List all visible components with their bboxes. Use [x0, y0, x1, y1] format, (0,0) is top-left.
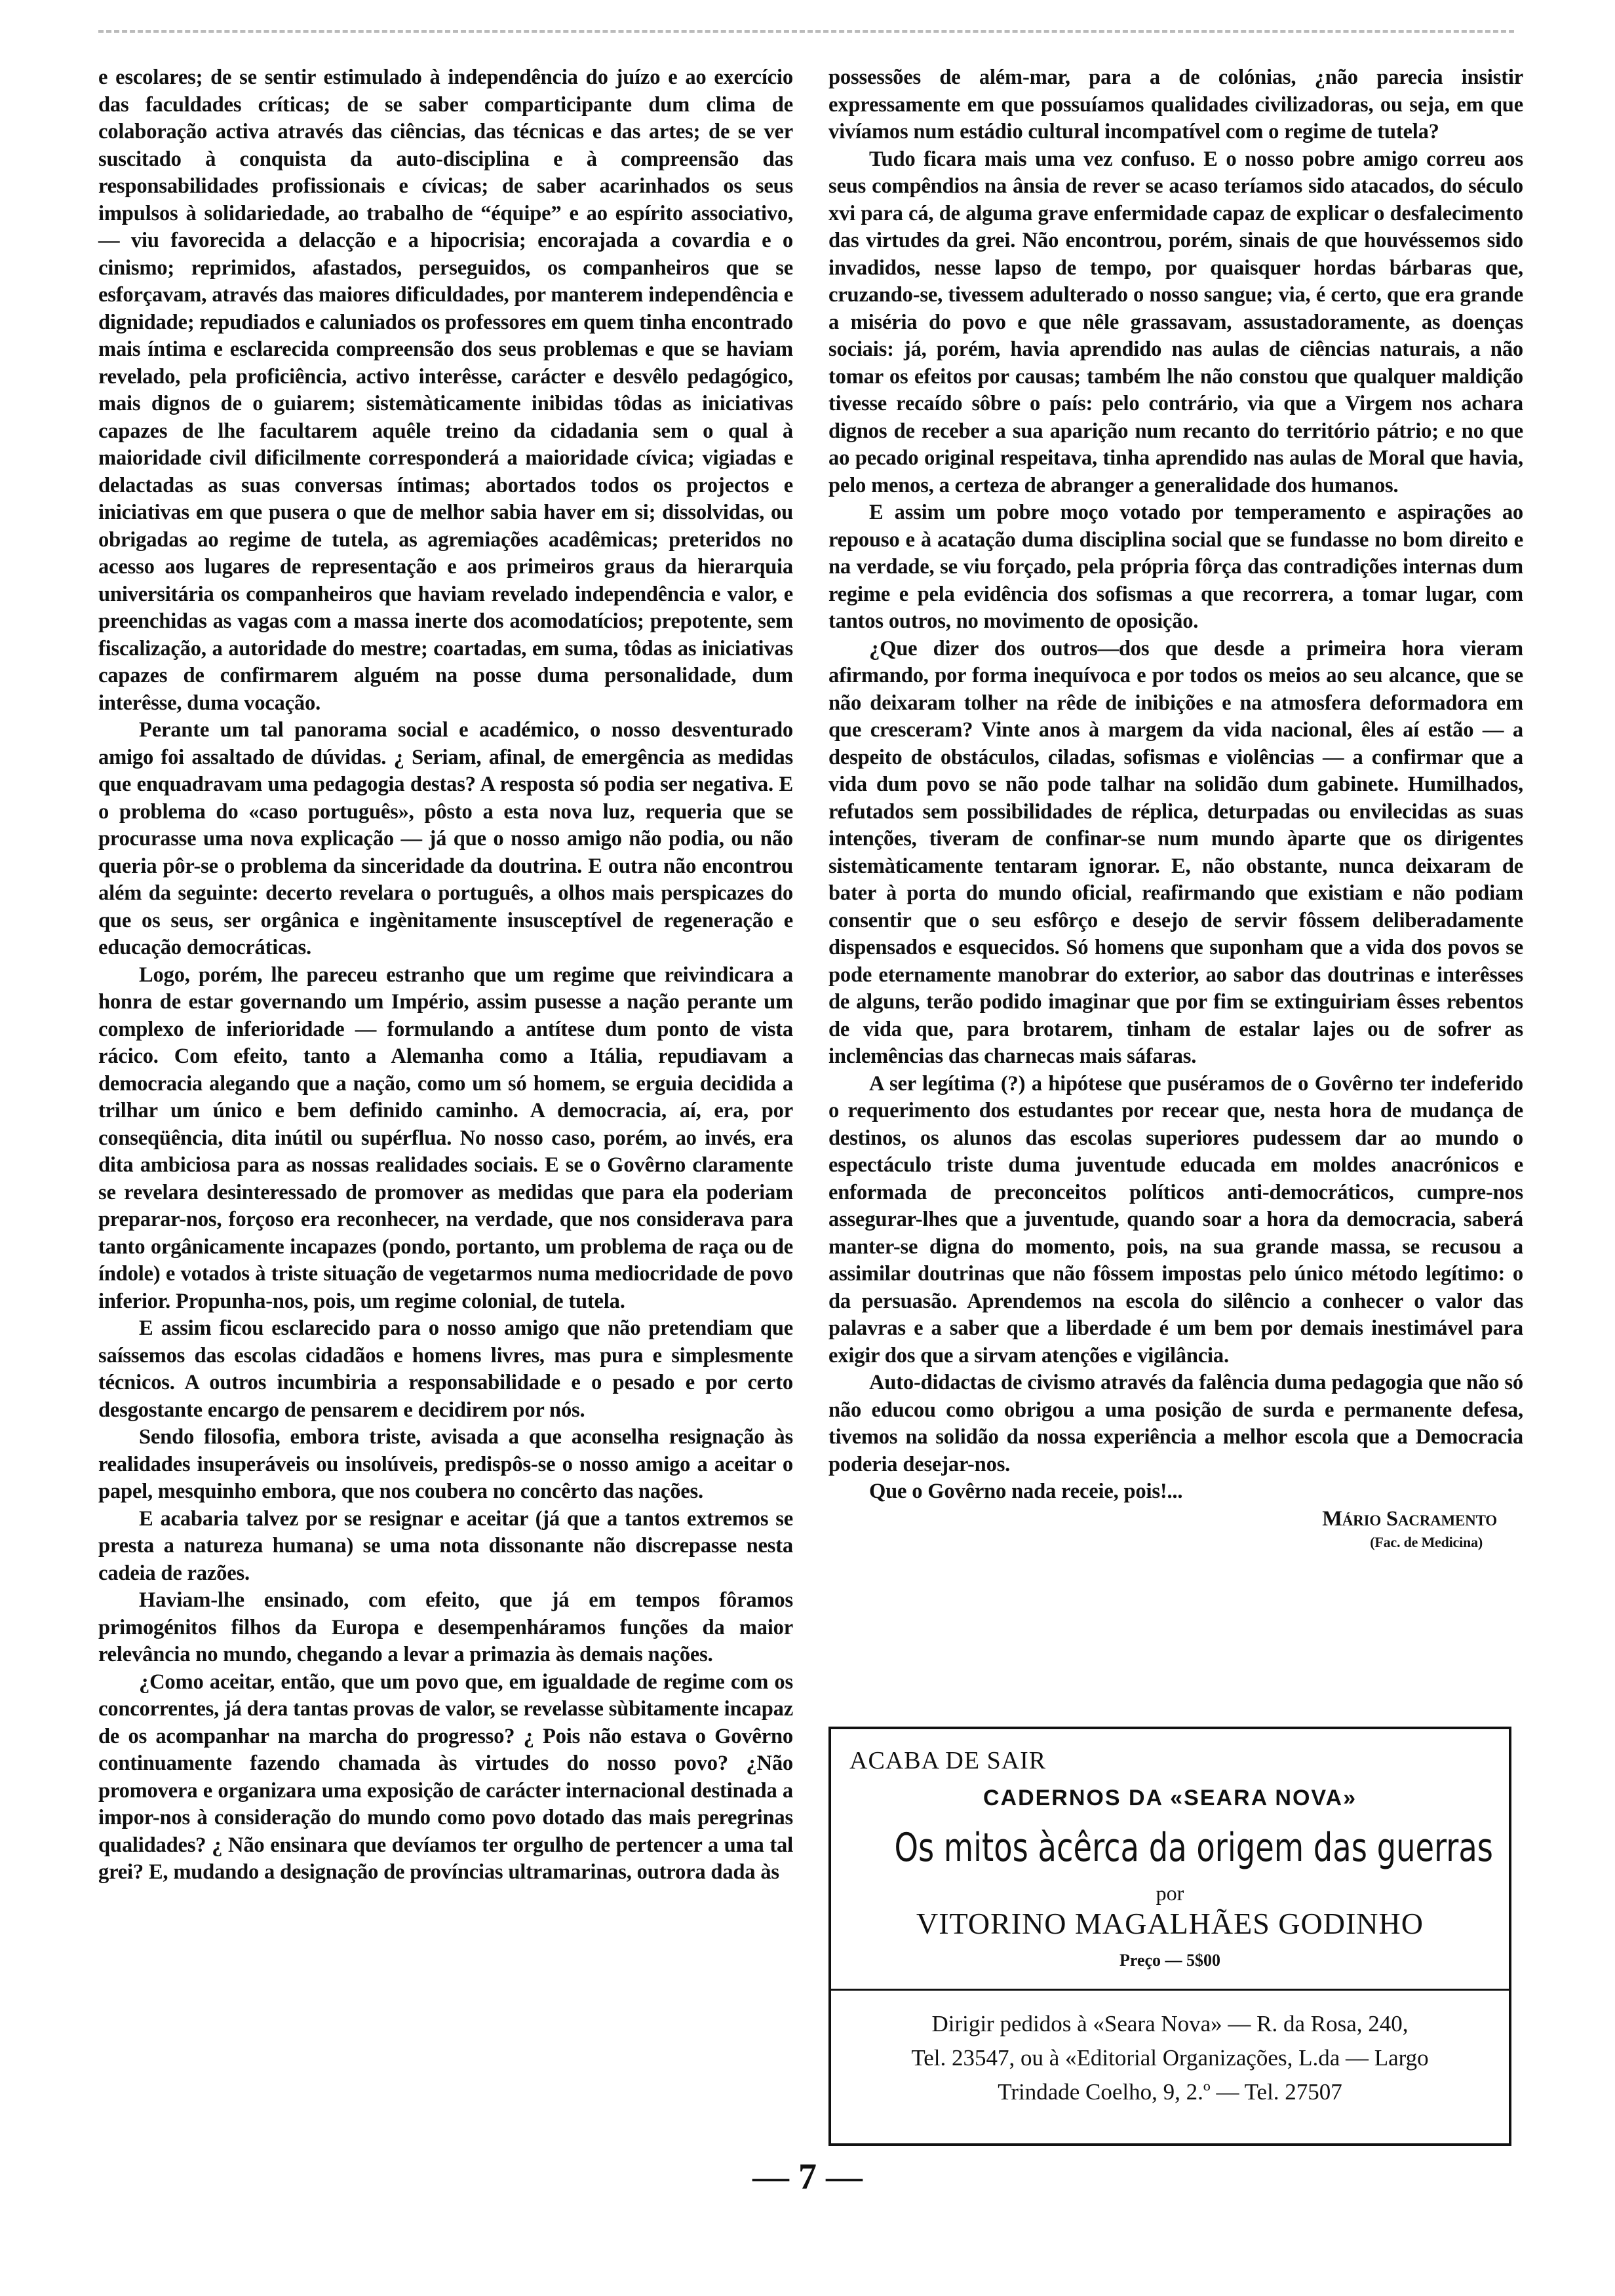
- ad-tag: ACABA DE SAIR: [849, 1747, 1047, 1774]
- page-number: — 7 —: [752, 2156, 863, 2197]
- paragraph: A ser legítima (?) a hipótese que puséramos de o Govêrno ter indeferido o requerimento dos estudantes por recear que, nesta hora de mudança de destinos, os alunos das escolas superiores pudessem dar ao mundo o espectáculo triste duma juventude educada em moldes anacrónicos e enformada de preconceitos políticos anti-democráticos, cumpre-nos assegurar-lhes que a juventude, quando soar a hora da democracia, saberá manter-se digna do momento, pois, na sua grande massa, se recusou a assimilar doutrinas que não fôssem impostas pelo único método legítimo: o da persuasão. Aprendemos na escola do silêncio a conhecer o valor das palavras e a saber que a liberdade é um bem por demais inestimável para exigir dos que a sirvam atenções e vigilância.: [828, 1071, 1523, 1368]
- paragraph: Auto-didactas de civismo através da falência duma pedagogia que não só não educou como obrigou a uma posição de surda e permanente defesa, tivemos na solidão da nossa experiência a melhor escola que a Democracia poderia desejar-nos.: [828, 1371, 1523, 1476]
- paragraph: E acabaria talvez por se resignar e aceitar (já que a tantos extremos se presta a natureza humana) se uma nota dissonante não discrepasse nesta cadeia de razões.: [98, 1506, 793, 1585]
- ad-series: CADERNOS DA «SEARA NOVA»: [983, 1786, 1357, 1810]
- paragraph: Logo, porém, lhe pareceu estranho que um regime que reivindicara a honra de estar governando um Império, assim pusesse a nação perante um complexo de inferioridade — formulando a antítese dum ponto de vista rácico. Com efeito, tanto a Alemanha como a Itália, repudiavam a democracia alegando que a nação, como um só homem, se erguia decidida a trilhar um único e bem definido caminho. A democracia, aí, era, por conseqüência, dita inútil ou supérflua. No nosso caso, porém, ao invés, era dita ambiciosa para as nossas realidades sociais. E se o Govêrno claramente se revelara desinteressado de promover as medidas que para ela poderiam preparar-nos, forçoso era reconhecer, na verdade, que nos considerava para tanto orgânicamente incapazes (pondo, portanto, um problema de raça ou de índole) e votados à triste situação de vegetarmos numa mediocridade de povo inferior. Propunha-nos, pois, um regime colonial, de tutela.: [98, 963, 793, 1313]
- left-column: [98, 64, 793, 2050]
- advertisement-box: [828, 1727, 1511, 2146]
- ad-divider: [831, 1989, 1509, 1991]
- right-column: [828, 64, 1523, 1735]
- ad-order-line: Tel. 23547, ou à «Editorial Organizações, L.da — Largo: [911, 2045, 1429, 2071]
- top-rule: [98, 30, 1514, 33]
- paragraph: ¿Como aceitar, então, que um povo que, em igualdade de regime com os concorrentes, já dera tantas provas de valor, se revelasse sùbitamente incapaz de os acompanhar na marcha do progresso? ¿ Pois não estava o Govêrno continuamente fazendo chamada às virtudes do nosso povo? ¿Não promovera e organizara uma exposição de carácter internacional destinada a impor-nos à consideração do mundo como povo dotado das mais peregrinas qualidades? ¿ Não ensinara que devíamos ter orgulho de pertencer a uma tal grei? E, mudando a designação de províncias ultramarinas, outrora dada às: [98, 1670, 793, 1884]
- ad-order-line: Dirigir pedidos à «Seara Nova» — R. da Rosa, 240,: [931, 2011, 1409, 2037]
- ad-order-line: Trindade Coelho, 9, 2.º — Tel. 27507: [998, 2079, 1342, 2105]
- paragraph: E assim ficou esclarecido para o nosso amigo que não pretendiam que saíssemos das escolas cidadãos e homens livres, mas pura e simplesmente técnicos. A outros incumbiria a responsabilidade e o pesado e por certo desgostante encargo de pensarem e decidirem por nós.: [98, 1316, 793, 1422]
- paragraph: Perante um tal panorama social e académico, o nosso desventurado amigo foi assaltado de dúvidas. ¿ Seriam, afinal, de emergência as medidas que enquadravam uma pedagogia destas? A resposta só podia ser negativa. E o problema do «caso português», pôsto a esta nova luz, requeria que se procurasse uma nova explicação — já que o nosso amigo não podia, ou não queria pôr-se o problema da sinceridade da doutrina. E outra não encontrou além da seguinte: decerto revelara o português, a olhos mais perspicazes do que os seus, ser orgânica e ingènitamente insusceptível de regeneração e educação democráticas.: [98, 718, 793, 959]
- paragraph: Que o Govêrno nada receie, pois!...: [869, 1480, 1183, 1503]
- paragraph: e escolares; de se sentir estimulado à independência do juízo e ao exercício das faculdades críticas; de se saber comparticipante dum clima de colaboração activa através das ciências, das técnicas e das artes; de se ver suscitado à conquista da auto-disciplina e à compreensão das responsabilidades profissionais e cívicas; de saber acarinhados os seus impulsos à solidariedade, ao trabalho de “équipe” e ao espírito associativo, — viu favorecida a delacção e a hipocrisia; encorajada a covardia e o cinismo; reprimidos, afastados, perseguidos, os companheiros que se esforçavam, através das maiores dificuldades, por manterem independência e dignidade; repudiados e caluniados os professores em quem tinha encontrado mais íntima e esclarecida compreensão dos seus problemas e que se haviam revelado, pela proficiência, activo interêsse, carácter e desvêlo pedagógico, mais dignos de o guiarem; sistemàticamente inibidas tôdas as iniciativas capazes de lhe facultarem aquêle treino da cidadania sem o qual à maioridade civil dificilmente corresponderá a maioridade cívica; vigiadas e delactadas as suas conversas íntimas; abortados todos os projectos e iniciativas em que pusera o que de melhor sabia haver em si; dissolvidas, ou obrigadas ao regime de tutela, as agremiações acadêmicas; preteridos no acesso aos lugares de representação e aos primeiros graus da hierarquia universitária os companheiros que haviam revelado independência e valor, e preenchidas as vagas com a massa inerte dos acomodatícios; prepotente, sem fiscalização, a autoridade do mestre; coartadas, em suma, tôdas as iniciativas capazes de confirmarem alguém na posse duma personalidade, dum interêsse, duma vocação.: [98, 66, 793, 715]
- author-affiliation: (Fac. de Medicina): [1370, 1534, 1483, 1550]
- paragraph: possessões de além-mar, para a de colónias, ¿não parecia insistir expressamente em que possuíamos qualidades civilizadoras, ou seja, em que vivíamos num estádio cultural incompatível com o regime de tutela?: [828, 66, 1523, 144]
- ad-author: VITORINO MAGALHÃES GODINHO: [916, 1907, 1424, 1940]
- ad-book-title: Os mitos àcêrca da origem das guerras: [894, 1825, 1493, 1871]
- ad-price: Preço — 5$00: [1119, 1951, 1221, 1970]
- paragraph: Tudo ficara mais uma vez confuso. E o nosso pobre amigo correu aos seus compêndios na ânsia de rever se acaso teríamos sido atacados, do século xvi para cá, de alguma grave enfermidade capaz de explicar o desfalecimento das virtudes da grei. Não encontrou, porém, sinais de que houvéssemos sido invadidos, nesse lapso de tempo, por quaisquer hordas bárbaras que, cruzando-se, tivessem adulterado o nosso sangue; via, é certo, que era grande a miséria do povo e que nêle grassavam, assustadoramente, as doenças sociais: já, porém, havia aprendido nas aulas de ciências naturais, a não tomar os efeitos por causas; também lhe não constou que qualquer maldição tivesse recaído sôbre o país: pelo contrário, via que a Virgem nos achara dignos de receber a sua aparição num recanto do território pátrio; e no que ao pecado original respeitava, tinha aprendido nas aulas de Moral que havia, pelo menos, a certeza de abranger a generalidade dos humanos.: [828, 147, 1523, 497]
- paragraph: E assim um pobre moço votado por temperamento e aspirações ao repouso e à acatação duma disciplina social que se fundasse no bom direito e na verdade, se viu forçado, pela própria fôrça das contradições internas dum regime e pela evidência dos sofismas a que recorrera, a tomar lugar, com tantos outros, no movimento de oposição.: [828, 501, 1523, 633]
- ad-by: por: [1156, 1881, 1184, 1905]
- paragraph: ¿Que dizer dos outros—dos que desde a primeira hora vieram afirmando, por forma inequívoca e por todos os meios ao seu alcance, que se não deixaram tolher na rêde de inibições e na atmosfera deformadora em que cresceram? Vinte anos à margem da vida nacional, êles aí estão — a despeito de obstáculos, ciladas, sofismas e violências — a confirmar que a vida dum povo se não pode talhar na solidão dum gabinete. Humilhados, refutados sem possibilidades de réplica, deturpadas ou envilecidas as suas intenções, tiveram de confinar-se num mundo àparte que os dirigentes sistemàticamente tentaram ignorar. E, não obstante, nunca deixaram de bater à porta do mundo oficial, reafirmando que existiam e não podiam consentir que o seu esfôrço e desejo de servir fôssem deliberadamente dispensados e esquecidos. Só homens que suponham que a vida dos povos se pode eternamente manobrar do exterior, ao sabor das doutrinas e interêsses de alguns, terão podido imaginar que por fim se extinguiriam êsses rebentos de vida que, para brotarem, tinham de estalar lajes ou de sofrer as inclemências das charnecas mais sáfaras.: [828, 636, 1523, 1068]
- ad-order-info: [849, 2007, 1490, 2109]
- paragraph: Sendo filosofia, embora triste, avisada a que aconselha resignação às realidades insuperáveis ou insolúveis, predispôs-se o nosso amigo a aceitar o papel, mesquinho embora, que nos coubera no concêrto das nações.: [98, 1425, 793, 1503]
- paragraph: Haviam-lhe ensinado, com efeito, que já em tempos fôramos primogénitos filhos da Europa e desempenháramos funções da maior relevância no mundo, chegando a levar a primazia às demais nações.: [98, 1588, 793, 1666]
- author-signature: Mário Sacramento: [1322, 1506, 1497, 1531]
